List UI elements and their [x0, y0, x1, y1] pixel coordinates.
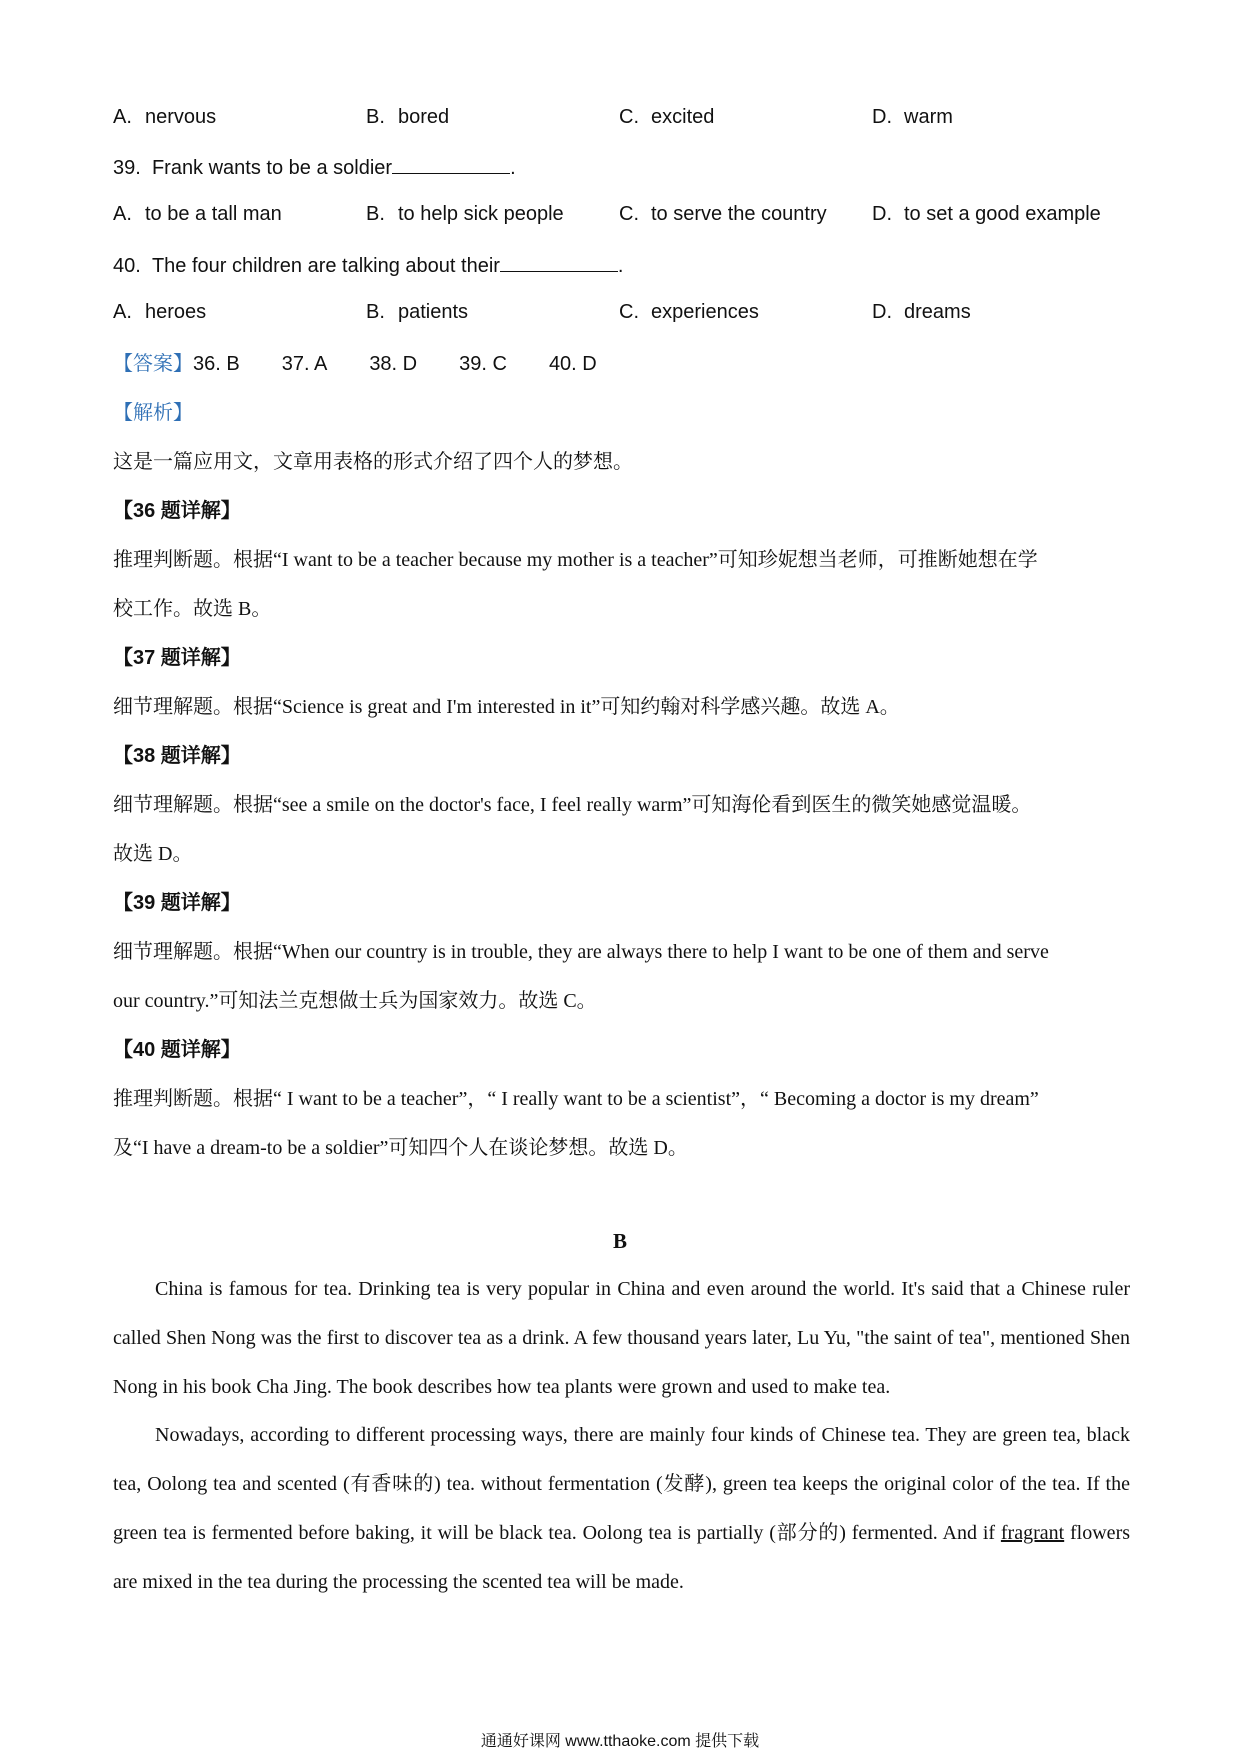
q38-option-a: A. nervous — [113, 106, 217, 128]
detail-38-line-1: 细节理解题。根据“see a smile on the doctor's face, I feel really warm”可知海伦看到医生的微笑她感觉温暖。 — [113, 794, 1032, 816]
answer-blank — [392, 155, 510, 174]
section-b-paragraph-2: Nowadays, according to different processing ways, there are mainly four kinds of Chinese tea. They are green tea, black tea, Oolong tea and scented (有香味的) tea. without fermentation (发酵), green tea keeps the original color of the tea. If the green tea is fermented before baking, it will be black tea. Oolong tea is partially (部分的) fermented. And if fragrant flowers are mixed in the tea during the processing the scented tea will be made. — [113, 1424, 1131, 1593]
q40-option-b: B. patients — [366, 301, 469, 323]
answer-item: 38. D — [369, 353, 418, 375]
section-b-heading: B — [612, 1229, 627, 1253]
q38-option-c: C. excited — [619, 106, 715, 128]
detail-heading-36: 【36 题详解】 — [113, 500, 241, 522]
answer-blank — [500, 253, 618, 272]
answer-item: 40. D — [548, 353, 597, 375]
detail-39-line-1: 细节理解题。根据“When our country is in trouble, they are always there to help I want to be one of them and serve — [113, 941, 1049, 963]
answer-label: 【答案】 — [113, 353, 193, 375]
q38-option-b: B. bored — [366, 106, 450, 128]
q39-option-b: B. to help sick people — [366, 203, 564, 225]
detail-heading-38: 【38 题详解】 — [113, 745, 241, 767]
detail-heading-37: 【37 题详解】 — [113, 647, 241, 669]
detail-36-line-1: 推理判断题。根据“I want to be a teacher because my mother is a teacher”可知珍妮想当老师，可推断她想在学 — [113, 549, 1038, 571]
section-b-paragraph-1: China is famous for tea. Drinking tea is very popular in China and even around the world. It's said that a Chinese ruler called Shen Nong was the first to discover tea as a drink. A few thousand years later, Lu Yu, "the saint of tea", mentioned Shen Nong in his book Cha Jing. The book describes how tea plants were grown and used to make tea. — [113, 1278, 1130, 1398]
detail-40-line-1: 推理判断题。根据“ I want to be a teacher”，“ I really want to be a scientist”，“ Becoming a doctor is my dream” — [113, 1088, 1039, 1110]
detail-heading-39: 【39 题详解】 — [113, 892, 241, 914]
detail-39-line-2: our country.”可知法兰克想做士兵为国家效力。故选 C。 — [113, 990, 597, 1012]
q39-stem: 39. Frank wants to be a soldier . — [113, 157, 516, 179]
q38-options — [113, 106, 1133, 134]
analysis-summary: 这是一篇应用文，文章用表格的形式介绍了四个人的梦想。 — [113, 451, 633, 473]
detail-heading-40: 【40 题详解】 — [113, 1039, 241, 1061]
footer-credit: 通通好课网 www.tthaoke.com 提供下载 — [480, 1733, 760, 1750]
underlined-word: fragrant — [1000, 1522, 1065, 1544]
answer-item: 39. C — [459, 353, 507, 375]
q40-options — [113, 301, 1133, 329]
q40-option-c: C. experiences — [619, 301, 759, 323]
detail-40-line-2: 及“I have a dream-to be a soldier”可知四个人在谈论梦想。故选 D。 — [113, 1137, 688, 1159]
detail-37-line-1: 细节理解题。根据“Science is great and I'm interested in it”可知约翰对科学感兴趣。故选 A。 — [113, 696, 900, 718]
q39-options — [113, 203, 1133, 231]
answer-item: 36. B — [193, 353, 240, 375]
q40-option-d: D. dreams — [872, 301, 971, 323]
q39-option-d: D. to set a good example — [872, 203, 1101, 225]
answer-key — [113, 350, 1130, 378]
answer-item: 37. A — [281, 353, 328, 375]
q40-option-a: A. heroes — [113, 301, 207, 323]
q39-option-c: C. to serve the country — [619, 203, 827, 225]
detail-38-line-2: 故选 D。 — [113, 843, 193, 865]
detail-36-line-2: 校工作。故选 B。 — [113, 598, 272, 620]
analysis-label: 【解析】 — [113, 402, 193, 424]
q39-option-a: A. to be a tall man — [113, 203, 282, 225]
q40-stem: 40. The four children are talking about their . — [113, 255, 624, 277]
q38-option-d: D. warm — [872, 106, 953, 128]
